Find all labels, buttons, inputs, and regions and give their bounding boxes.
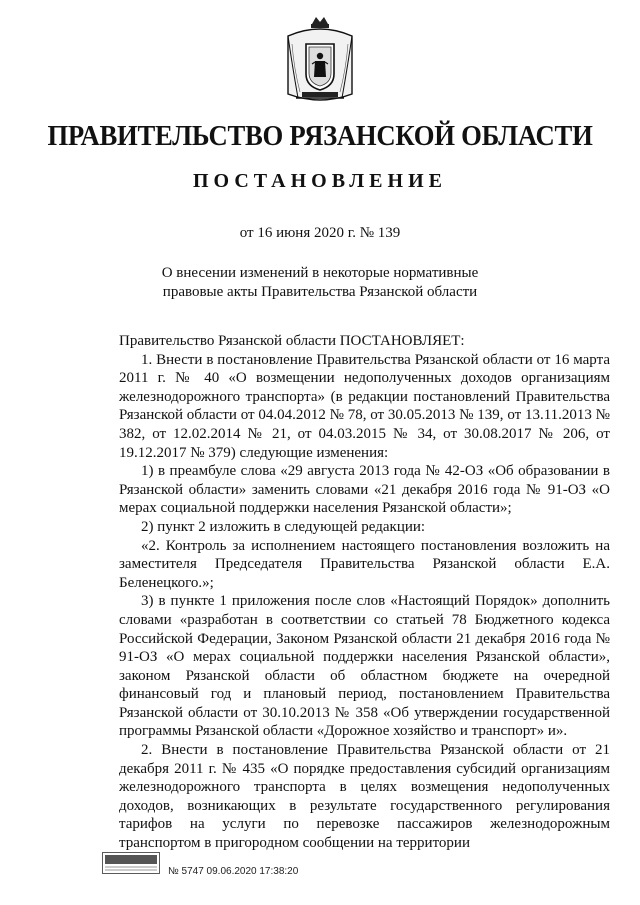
electronic-document-stamp-icon (102, 852, 160, 874)
subject-line-2: правовые акты Правительства Рязанской области (162, 284, 478, 300)
document-subject (0, 264, 640, 302)
paragraph-1-item-1: 1) в преамбуле слова «29 августа 2013 года № 42-ОЗ «Об образовании в Рязанской области» заменить словами «21 декабря 2016 года № 91-ОЗ «О мерах социальной поддержки населения Рязанской области»; (119, 463, 610, 517)
paragraph-2: 2. Внести в постановление Правительства Рязанской области от 21 декабря 2011 г. № 435 «О порядке предоставления субсидий организациям железнодорожного транспорта в целях возмещения недополученных доходов, возникающих в результате государственного регулирования тарифов на услуги по перевозке пассажиров железнодорожным транспортом в пригородном сообщении на территории (119, 742, 610, 852)
organization-title: ПРАВИТЕЛЬСТВО РЯЗАНСКОЙ ОБЛАСТИ (47, 120, 593, 152)
document-body (119, 332, 610, 853)
date-and-number: от 16 июня 2020 г. № 139 (239, 225, 401, 241)
subject-line-1: О внесении изменений в некоторые нормативные (161, 265, 479, 281)
registration-mark-icon: № (168, 866, 182, 877)
coat-of-arms-emblem (282, 14, 358, 106)
resolution-intro: Правительство Рязанской области ПОСТАНОВЛЯЕТ: (119, 333, 465, 349)
paragraph-1-item-2: 2) пункт 2 изложить в следующей редакции: (141, 518, 426, 535)
paragraph-1: 1. Внести в постановление Правительства Рязанской области от 16 марта 2011 г. № 40 «О возмещении недополученных доходов организациям железнодорожного транспорта» (в редакции постановлений Правительства Рязанской области от 04.04.2012 № 78, от 30.05.2013 № 139, от 13.11.2013 № 382, от 12.02.2014 № 21, от 04.03.2015 № 34, от 30.08.2017 № 206, от 19.12.2017 № 379) следующие изменения: (119, 351, 610, 461)
paragraph-1-item-2-quote: «2. Контроль за исполнением настоящего постановления возложить на заместителя Председателя Правительства Рязанской области Е.А. Беленецкого.»; (119, 537, 610, 591)
document-type: ПОСТАНОВЛЕНИЕ (193, 170, 447, 192)
paragraph-1-item-3: 3) в пункте 1 приложения после слов «Настоящий Порядок» дополнить словами «разработан в соответствии со статьей 78 Бюджетного кодекса Российской Федерации, Законом Рязанской области 21 декабря 2016 года № 91-ОЗ «О мерах социальной поддержки населения Рязанской области», законом Рязанской области об областном бюджете на очередной финансовый год и плановый период, постановлением Правительства Рязанской области от 30.10.2013 № 358 «Об утверждении государственной программы Рязанской области «Дорожное хозяйство и транспорт» и». (119, 593, 610, 740)
registration-number: № 5747 09.06.2020 17:38:20 (168, 866, 299, 877)
